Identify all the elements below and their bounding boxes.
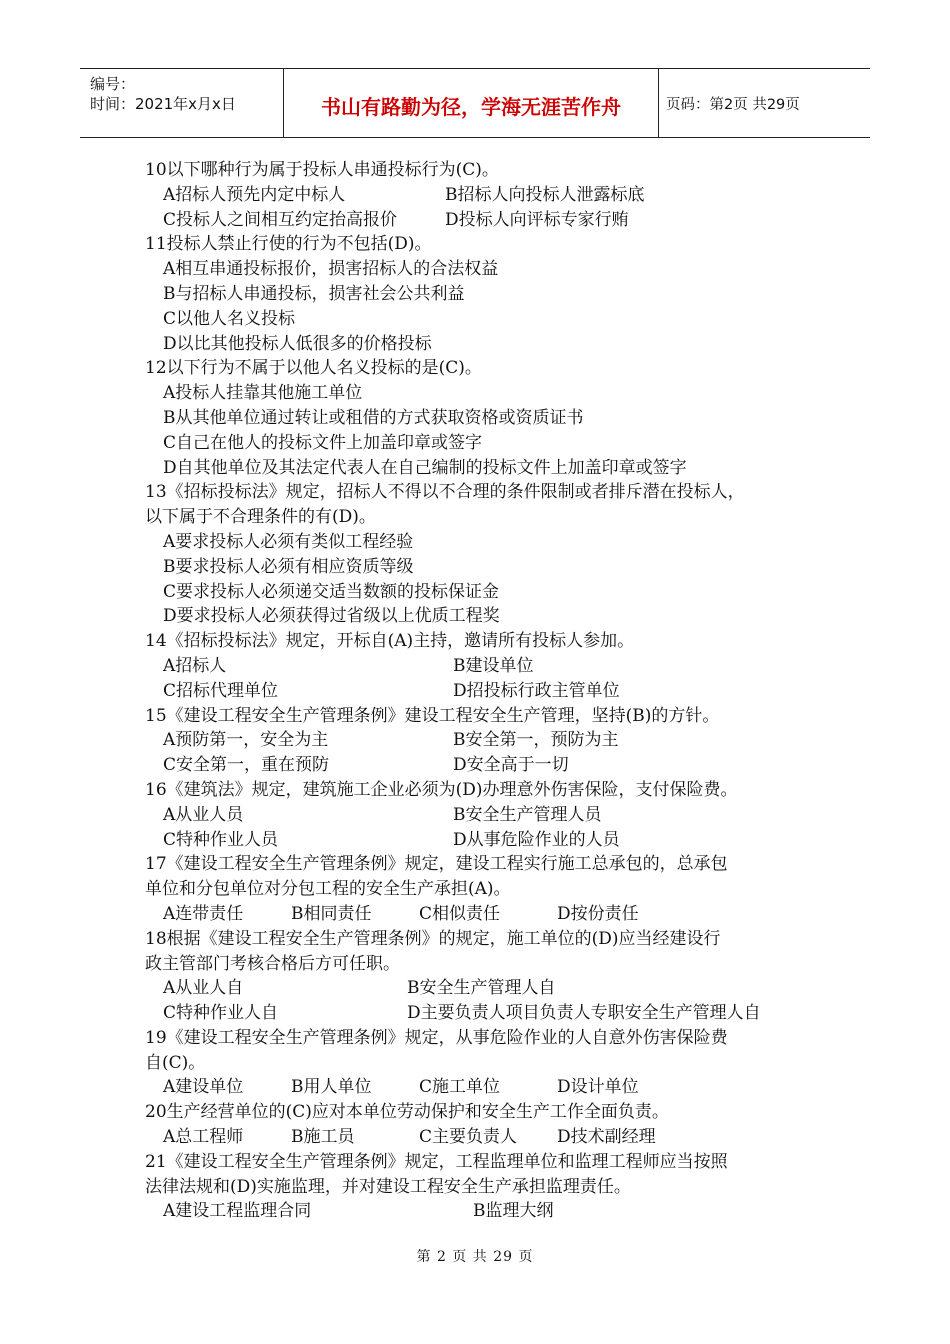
question-stem: 17《建设工程安全生产管理条例》规定，建设工程实行施工总承包的，总承包 <box>145 854 728 875</box>
answer-option: A从业人员 <box>163 804 244 825</box>
answer-option: A要求投标人必须有类似工程经验 <box>163 531 414 552</box>
option-row <box>145 282 825 307</box>
option-row <box>145 381 825 406</box>
option-row <box>145 604 825 629</box>
answer-option: D按份责任 <box>557 903 639 924</box>
page-footer: 第 2 页 共 29 页 <box>416 1249 534 1265</box>
answer-option: B从其他单位通过转让或租借的方式获取资格或资质证书 <box>163 407 584 428</box>
document-date: 时间：2021年x月x日 <box>90 95 236 113</box>
question-stem: 16《建筑法》规定，建筑施工企业必须为(D)办理意外伤害保险，支付保险费。 <box>145 779 738 800</box>
answer-option: B要求投标人必须有相应资质等级 <box>163 556 414 577</box>
answer-option: C以他人名义投标 <box>163 308 296 329</box>
answer-option: A相互串通投标报价，损害招标人的合法权益 <box>163 259 499 280</box>
answer-option: D安全高于一切 <box>453 755 569 776</box>
question-stem: 自(C)。 <box>145 1052 206 1073</box>
document-code-label: 编号： <box>90 75 136 93</box>
option-row <box>145 902 825 927</box>
answer-option: A连带责任 <box>163 903 244 924</box>
header-page-info: 页码：第2页 共29页 <box>666 97 800 113</box>
header-motto: 书山有路勤为径，学海无涯苦作舟 <box>321 95 621 119</box>
answer-option: C自己在他人的投标文件上加盖印章或签字 <box>163 432 483 453</box>
question-stem: 以下属于不合理条件的有(D)。 <box>145 507 376 528</box>
answer-option: B施工员 <box>291 1127 355 1148</box>
option-row <box>145 1075 825 1100</box>
answer-option: A建设工程监理合同 <box>163 1201 312 1222</box>
question-stem: 15《建设工程安全生产管理条例》建设工程安全生产管理，坚持(B)的方针。 <box>145 705 720 726</box>
question-stem: 政主管部门考核合格后方可任职。 <box>145 953 400 974</box>
answer-option: B相同责任 <box>291 903 372 924</box>
question-stem: 14《招标投标法》规定，开标自(A)主持，邀请所有投标人参加。 <box>145 631 635 652</box>
answer-option: C主要负责人 <box>419 1127 518 1148</box>
answer-option: D招投标行政主管单位 <box>453 680 620 701</box>
answer-option: C安全第一，重在预防 <box>163 755 330 776</box>
answer-option: C相似责任 <box>419 903 501 924</box>
page-header <box>80 68 870 138</box>
answer-option: C招标代理单位 <box>163 680 279 701</box>
option-row <box>145 1199 825 1224</box>
option-row <box>145 976 825 1001</box>
question-stem: 单位和分包单位对分包工程的安全生产承担(A)。 <box>145 879 511 900</box>
option-row <box>145 753 825 778</box>
question-list <box>145 158 825 1224</box>
answer-option: B招标人向投标人泄露标底 <box>445 184 645 205</box>
question-stem: 10以下哪种行为属于投标人串通投标行为(C)。 <box>145 160 499 180</box>
answer-option: A预防第一，安全为主 <box>163 730 329 751</box>
option-row <box>145 580 825 605</box>
answer-option: A招标人 <box>163 655 227 676</box>
option-row <box>145 183 825 208</box>
answer-option: B建设单位 <box>453 655 534 676</box>
answer-option: A建设单位 <box>163 1077 244 1098</box>
question-stem: 21《建设工程安全生产管理条例》规定，工程监理单位和监理工程师应当按照 <box>145 1151 728 1172</box>
question-stem: 19《建设工程安全生产管理条例》规定，从事危险作业的人自意外伤害保险费 <box>145 1027 728 1048</box>
option-row <box>145 828 825 853</box>
answer-option: B用人单位 <box>291 1077 372 1098</box>
option-row <box>145 803 825 828</box>
question-stem: 法律法规和(D)实施监理，并对建设工程安全生产承担监理责任。 <box>145 1176 631 1197</box>
answer-option: C施工单位 <box>419 1077 501 1098</box>
header-page-cell <box>659 69 870 137</box>
header-motto-cell <box>284 69 659 137</box>
answer-option: B安全第一，预防为主 <box>453 730 619 751</box>
answer-option: D要求投标人必须获得过省级以上优质工程奖 <box>163 606 500 627</box>
answer-option: A投标人挂靠其他施工单位 <box>163 383 363 404</box>
answer-option: B与招标人串通投标，损害社会公共利益 <box>163 283 465 304</box>
question-stem: 18根据《建设工程安全生产管理条例》的规定，施工单位的(D)应当经建设行 <box>145 928 721 949</box>
answer-option: A总工程师 <box>163 1127 244 1148</box>
option-row <box>145 456 825 481</box>
answer-option: D以比其他投标人低很多的价格投标 <box>163 333 432 354</box>
option-row <box>145 406 825 431</box>
option-row <box>145 1001 825 1026</box>
answer-option: C特种作业人自 <box>163 1003 279 1024</box>
option-row <box>145 307 825 332</box>
question-stem: 13《招标投标法》规定，招标人不得以不合理的条件限制或者排斥潜在投标人， <box>145 482 745 503</box>
answer-option: C要求投标人必须递交适当数额的投标保证金 <box>163 581 500 602</box>
answer-option: D主要负责人项目负责人专职安全生产管理人自 <box>407 1003 761 1024</box>
answer-option: B安全生产管理人员 <box>453 804 602 825</box>
answer-option: C特种作业人员 <box>163 829 279 850</box>
header-meta-cell <box>80 69 284 137</box>
question-stem: 11投标人禁止行使的行为不包括(D)。 <box>145 234 432 255</box>
option-row <box>145 530 825 555</box>
answer-option: D自其他单位及其法定代表人在自己编制的投标文件上加盖印章或签字 <box>163 457 687 478</box>
option-row <box>145 257 825 282</box>
answer-option: B安全生产管理人自 <box>407 978 556 999</box>
answer-option: A从业人自 <box>163 978 244 999</box>
answer-option: D设计单位 <box>557 1077 639 1098</box>
answer-option: D从事危险作业的人员 <box>453 829 620 850</box>
option-row <box>145 555 825 580</box>
option-row <box>145 332 825 357</box>
question-stem: 12以下行为不属于以他人名义投标的是(C)。 <box>145 358 482 379</box>
answer-option: B监理大纲 <box>473 1201 554 1222</box>
option-row <box>145 728 825 753</box>
option-row <box>145 208 825 233</box>
option-row <box>145 679 825 704</box>
option-row <box>145 654 825 679</box>
option-row <box>145 431 825 456</box>
answer-option: A招标人预先内定中标人 <box>163 184 346 205</box>
answer-option: D投标人向评标专家行贿 <box>445 209 629 230</box>
option-row <box>145 1125 825 1150</box>
answer-option: C投标人之间相互约定抬高报价 <box>163 209 398 230</box>
question-stem: 20生产经营单位的(C)应对本单位劳动保护和安全生产工作全面负责。 <box>145 1102 669 1123</box>
answer-option: D技术副经理 <box>557 1127 656 1148</box>
